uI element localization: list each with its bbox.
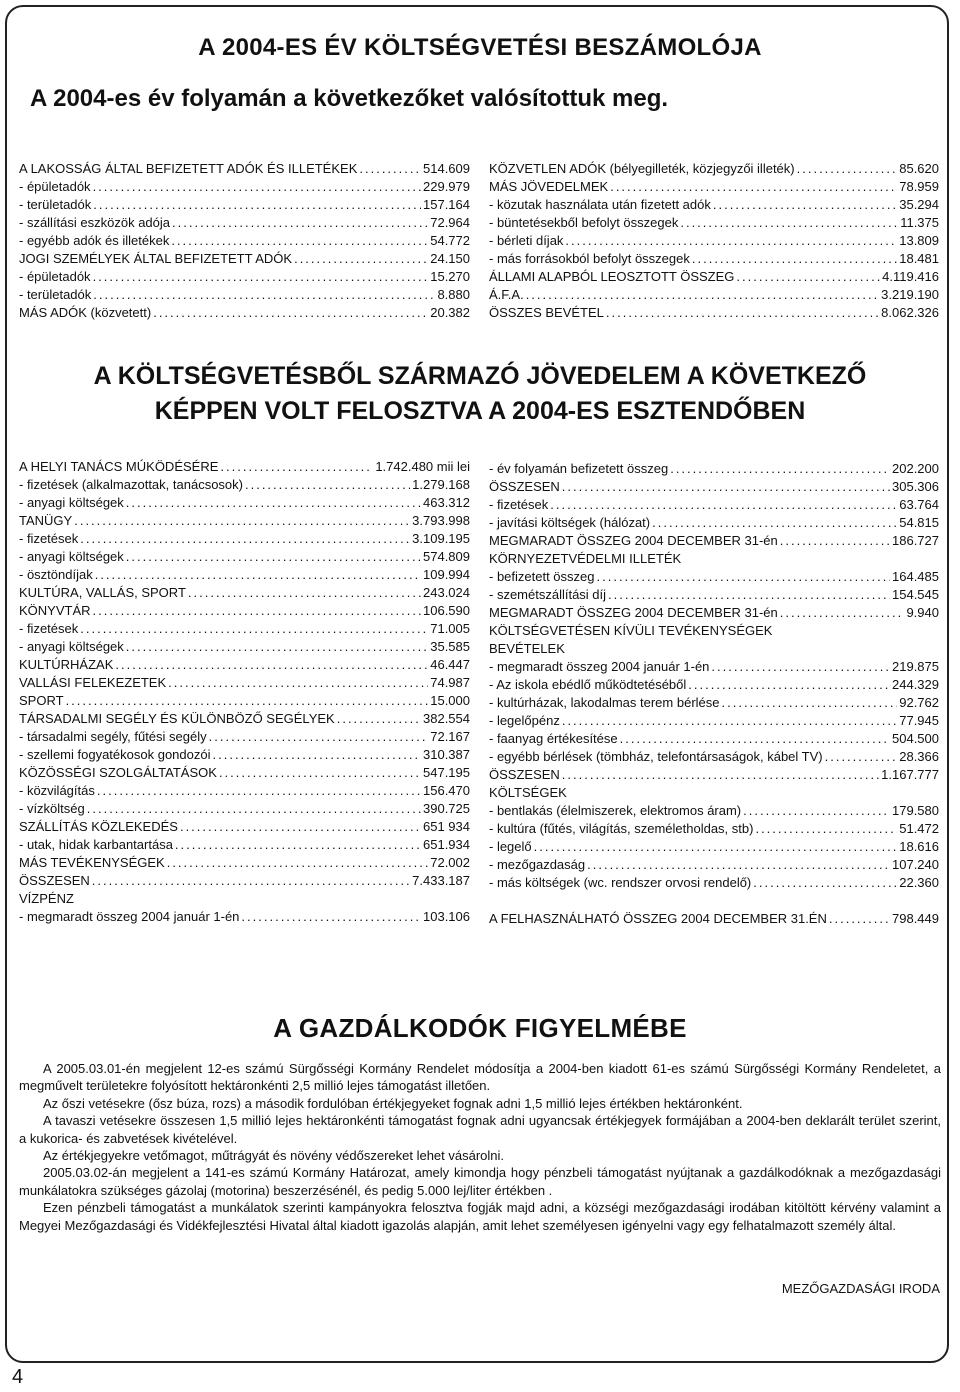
list-item <box>19 286 470 304</box>
item-value: 72.964 <box>430 215 470 230</box>
list-item <box>19 178 470 196</box>
item-label: - legelőpénz <box>489 713 560 728</box>
item-value: 18.616 <box>899 839 939 854</box>
list-item <box>19 692 470 710</box>
list-item <box>19 566 470 584</box>
item-value: 85.620 <box>899 161 939 176</box>
item-value: 157.164 <box>423 197 470 212</box>
item-value: 547.195 <box>423 765 470 780</box>
item-label: - megmaradt összeg 2004 január 1-én <box>489 659 710 674</box>
signature: MEZŐGAZDASÁGI IRODA <box>781 1281 940 1296</box>
item-label: KÖLTSÉGVETÉSEN KÍVÜLI TEVÉKENYSÉGEK <box>489 623 773 638</box>
dot-leader <box>587 856 890 874</box>
list-item <box>489 838 939 856</box>
item-value: 154.545 <box>892 587 939 602</box>
list-item <box>19 674 470 692</box>
dot-leader <box>562 712 897 730</box>
notice-paragraph: A tavaszi vetésekre összesen 1,5 millió lejes hektáronkénti támogatást fognak adni ugyancsak értékjegyek formájában a 2004-ben deklarált terület szerint, a kukorica- és zabvetések kivételével. <box>19 1113 941 1146</box>
item-label: - Az iskola ebédlő működtetéséből <box>489 677 687 692</box>
list-item <box>489 304 939 322</box>
item-value: 514.609 <box>423 161 470 176</box>
section-heading-line2: KÉPPEN VOLT FELOSZTVA A 2004-ES ESZTENDŐBEN <box>154 397 806 425</box>
dot-leader <box>608 586 890 604</box>
notice-paragraph: Az őszi vetésekre (ősz búza, rozs) a második fordulóban értékjegyeket fognak adni 1,5 millió lejes értékben hektáronként. <box>43 1095 743 1111</box>
list-item <box>489 802 939 820</box>
page-title: A 2004-ES ÉV KÖLTSÉGVETÉSI BESZÁMOLÓJA <box>198 34 762 61</box>
dot-leader <box>241 908 421 926</box>
dot-leader <box>175 836 421 854</box>
item-label: - szemétszállítási díj <box>489 587 607 602</box>
list-item <box>19 512 470 530</box>
item-label: - javítási költségek (hálózat) <box>489 515 651 530</box>
list-item <box>489 820 939 838</box>
item-value: 106.590 <box>423 603 470 618</box>
list-item <box>489 550 939 568</box>
dot-leader <box>294 250 428 268</box>
list-item <box>19 458 470 476</box>
list-item <box>19 818 470 836</box>
item-value: 156.470 <box>423 783 470 798</box>
item-label: - ösztöndíjak <box>19 567 93 582</box>
dot-leader <box>93 268 429 286</box>
list-item <box>19 160 470 178</box>
list-item <box>489 568 939 586</box>
item-label: - kultúra (fűtés, világítás, személetholdas, stb) <box>489 821 754 836</box>
dot-leader <box>97 782 421 800</box>
list-item <box>489 676 939 694</box>
dot-leader <box>153 304 428 322</box>
dot-leader <box>167 854 429 872</box>
list-item <box>19 214 470 232</box>
dot-leader <box>93 286 435 304</box>
dot-leader <box>168 674 428 692</box>
item-value: 77.945 <box>899 713 939 728</box>
item-value: 651 934 <box>423 819 470 834</box>
dot-leader <box>610 178 897 196</box>
list-item <box>489 232 939 250</box>
list-item <box>489 250 939 268</box>
item-value: 243.024 <box>423 585 470 600</box>
dot-leader <box>755 820 897 838</box>
item-label: MEGMARADT ÖSSZEG 2004 DECEMBER 31-én <box>489 605 778 620</box>
item-value: 63.764 <box>899 497 939 512</box>
dot-leader <box>692 250 897 268</box>
dot-leader <box>219 764 421 782</box>
item-label: - anyagi költségek <box>19 549 124 564</box>
list-item <box>489 604 939 622</box>
list-item <box>489 196 939 214</box>
list-item <box>19 764 470 782</box>
dot-leader <box>565 232 897 250</box>
dot-leader <box>126 548 421 566</box>
item-value: 9.940 <box>906 605 939 620</box>
page-subtitle: A 2004-es év folyamán a következőket valósítottuk meg. <box>30 85 669 112</box>
dot-leader <box>188 584 421 602</box>
dot-leader <box>80 620 428 638</box>
list-item <box>489 586 939 604</box>
dot-leader <box>209 728 429 746</box>
dot-leader <box>743 802 890 820</box>
list-item <box>489 712 939 730</box>
dot-leader <box>80 530 410 548</box>
dot-leader <box>711 658 890 676</box>
list-item <box>19 250 470 268</box>
item-label: SPORT <box>19 693 64 708</box>
item-label: - kultúrházak, lakodalmas terem bérlése <box>489 695 720 710</box>
item-value: 1.742.480 mii lei <box>375 459 470 474</box>
item-label: - épületadók <box>19 179 91 194</box>
item-label: - szellemi fogyatékosok gondozói <box>19 747 211 762</box>
item-value: 3.793.998 <box>412 513 470 528</box>
list-item <box>489 214 939 232</box>
item-label: - egyébb adók és illetékek <box>19 233 170 248</box>
notice-paragraph: Az értékjegyekre vetőmagot, műtrágyát és növény védőszereket lehet vásárolni. <box>43 1148 505 1164</box>
item-value: 107.240 <box>892 857 939 872</box>
item-label: - büntetésekből befolyt összegek <box>489 215 679 230</box>
item-label: MÁS JÖVEDELMEK <box>489 179 609 194</box>
item-value: 244.329 <box>892 677 939 692</box>
list-item <box>489 766 939 784</box>
item-label: MÁS ADÓK (közvetett) <box>19 305 152 320</box>
list-item <box>19 268 470 286</box>
item-value: 179.580 <box>892 803 939 818</box>
list-item <box>19 304 470 322</box>
item-value: 15.000 <box>430 693 470 708</box>
item-label: A LAKOSSÁG ÁLTAL BEFIZETETT ADÓK ÉS ILLETÉKEK <box>19 161 358 176</box>
item-value: 35.585 <box>430 639 470 654</box>
list-item <box>19 620 470 638</box>
dot-leader <box>562 478 890 496</box>
item-value: 51.472 <box>899 821 939 836</box>
item-label: TANÜGY <box>19 513 73 528</box>
dot-leader <box>688 676 890 694</box>
item-label: KÖNYVTÁR <box>19 603 91 618</box>
item-value: 13.809 <box>899 233 939 248</box>
dot-leader <box>620 730 890 748</box>
list-item <box>489 460 939 478</box>
item-value: 71.005 <box>430 621 470 636</box>
item-value: 103.106 <box>423 909 470 924</box>
item-label: Á.F.A. <box>489 287 524 302</box>
item-label: - utak, hidak karbantartása <box>19 837 173 852</box>
dot-leader <box>180 818 421 836</box>
item-label: SZÁLLÍTÁS KÖZLEKEDÉS <box>19 819 178 834</box>
list-item <box>489 640 939 658</box>
list-item <box>489 856 939 874</box>
list-item <box>19 872 470 890</box>
dot-leader <box>115 656 428 674</box>
notice-heading: A GAZDÁLKODÓK FIGYELMÉBE <box>273 1013 687 1043</box>
list-item <box>489 784 939 802</box>
item-value: 310.387 <box>423 747 470 762</box>
item-value: 35.294 <box>899 197 939 212</box>
item-value: 54.772 <box>430 233 470 248</box>
item-value: 504.500 <box>892 731 939 746</box>
item-label: - társadalmi segély, fűtési segély <box>19 729 207 744</box>
list-item <box>489 286 939 304</box>
item-label: - közutak használata után fizetett adók <box>489 197 711 212</box>
dot-leader <box>93 178 421 196</box>
list-item <box>19 232 470 250</box>
dot-leader <box>92 872 410 890</box>
item-label: ÖSSZESEN <box>489 767 560 782</box>
item-label: KULTÚRHÁZAK <box>19 657 114 672</box>
dot-leader <box>722 694 898 712</box>
list-item <box>19 530 470 548</box>
item-label: - legelő <box>489 839 532 854</box>
item-value: 4.119.416 <box>882 269 939 284</box>
dot-leader <box>562 766 879 784</box>
item-value: 305.306 <box>892 479 939 494</box>
item-value: 74.987 <box>430 675 470 690</box>
item-label: - anyagi költségek <box>19 495 124 510</box>
item-label: KÖZVETLEN ADÓK (bélyegilleték, közjegyzői illeték) <box>489 161 795 176</box>
item-label: JOGI SZEMÉLYEK ÁLTAL BEFIZETETT ADÓK <box>19 251 293 266</box>
item-value: 72.002 <box>430 855 470 870</box>
list-item <box>489 892 939 910</box>
item-value: 72.167 <box>430 729 470 744</box>
item-label: KÖLTSÉGEK <box>489 785 567 800</box>
item-label: - év folyamán befizetett összeg <box>489 461 669 476</box>
dot-leader <box>213 746 422 764</box>
notice-paragraph: Ezen pénzbeli támogatást a munkálatok szerinti kampányokra felosztva fogják majd adni, a községi mezőgazdasági irodában kitöltött kérvény valamint a Megyei Mezőgazdasági és Vidékfejlesztési Hivatal által kiadott igazolás alapján, amit lehet személyesen igényelni vagy egy felhatalmazott személy által. <box>19 1200 941 1233</box>
list-item <box>19 746 470 764</box>
item-label: ÖSSZES BEVÉTEL <box>489 305 604 320</box>
item-label: - befizetett összeg <box>489 569 595 584</box>
dot-leader <box>337 710 421 728</box>
dot-leader <box>66 692 429 710</box>
item-value: 22.360 <box>899 875 939 890</box>
item-value: 15.270 <box>430 269 470 284</box>
list-item <box>19 584 470 602</box>
spending-list-left <box>19 458 470 926</box>
dot-leader <box>825 748 898 766</box>
list-item <box>19 890 470 908</box>
item-value: 8.062.326 <box>881 305 939 320</box>
dot-leader <box>780 604 905 622</box>
item-value: 92.762 <box>899 695 939 710</box>
dot-leader <box>126 494 421 512</box>
item-label: - szállítási eszközök adója <box>19 215 171 230</box>
list-item <box>489 514 939 532</box>
item-value: 382.554 <box>423 711 470 726</box>
item-value: 1.279.168 <box>412 477 470 492</box>
list-item <box>489 496 939 514</box>
list-item <box>19 196 470 214</box>
dot-leader <box>74 512 410 530</box>
list-item <box>19 800 470 818</box>
item-value: 651.934 <box>423 837 470 852</box>
item-value: 390.725 <box>423 801 470 816</box>
item-label: ÖSSZESEN <box>19 873 90 888</box>
dot-leader <box>597 568 891 586</box>
dot-leader <box>359 160 421 178</box>
list-item <box>489 748 939 766</box>
item-label: - közvilágítás <box>19 783 95 798</box>
dot-leader <box>606 304 879 322</box>
item-label: ÖSSZESEN <box>489 479 560 494</box>
dot-leader <box>93 196 421 214</box>
dot-leader <box>680 214 898 232</box>
item-label: - anyagi költségek <box>19 639 124 654</box>
item-value: 46.447 <box>430 657 470 672</box>
notice-body <box>19 1060 941 1234</box>
list-item <box>489 160 939 178</box>
item-label: ÁLLAMI ALAPBÓL LEOSZTOTT ÖSSZEG <box>489 269 735 284</box>
item-value: 28.366 <box>899 749 939 764</box>
list-item <box>489 622 939 640</box>
dot-leader <box>534 838 898 856</box>
item-label: A FELHASZNÁLHATÓ ÖSSZEG 2004 DECEMBER 31.ÉN <box>489 911 827 926</box>
item-value: 109.994 <box>423 567 470 582</box>
item-value: 8.880 <box>437 287 470 302</box>
list-item <box>19 710 470 728</box>
item-label: - területadók <box>19 287 92 302</box>
list-item <box>19 656 470 674</box>
item-label: - más forrásokból befolyt összegek <box>489 251 690 266</box>
item-label: - mezőgazdaság <box>489 857 586 872</box>
dot-leader <box>652 514 897 532</box>
dot-leader <box>753 874 897 892</box>
item-label: BEVÉTELEK <box>489 641 565 656</box>
dot-leader <box>93 602 421 620</box>
tax-income-list-right <box>489 160 939 322</box>
list-item <box>19 476 470 494</box>
item-value: 164.485 <box>892 569 939 584</box>
dot-leader <box>829 910 890 928</box>
page-number: 4 <box>12 1366 24 1388</box>
list-item <box>19 782 470 800</box>
dot-leader <box>797 160 898 178</box>
item-label: MÁS TEVÉKENYSÉGEK <box>19 855 165 870</box>
item-label: - más költségek (wc. rendszer orvosi rendelő) <box>489 875 752 890</box>
item-value: 3.219.190 <box>881 287 939 302</box>
item-label: - épületadók <box>19 269 91 284</box>
list-item <box>489 178 939 196</box>
item-value: 229.979 <box>423 179 470 194</box>
dot-leader <box>126 638 428 656</box>
list-item <box>489 532 939 550</box>
dot-leader <box>220 458 373 476</box>
list-item <box>19 494 470 512</box>
item-label: - fizetések <box>489 497 549 512</box>
item-label: - faanyag értékesítése <box>489 731 618 746</box>
dot-leader <box>245 476 410 494</box>
item-label: - fizetések (alkalmazottak, tanácsosok) <box>19 477 243 492</box>
item-value: 24.150 <box>430 251 470 266</box>
notice-paragraph: A 2005.03.01-én megjelent 12-es számú Sürgősségi Kormány Rendelet módosítja a 2004-ben kiadott 61-es számú Sürgősségi Kormány Rendeletet, a megművelt területekre folyósított hektáronkénti 2,5 millió lejes támogatást illetően. <box>19 1061 941 1094</box>
item-value: 574.809 <box>423 549 470 564</box>
item-label: - egyébb bérlések (tömbház, telefontársaságok, kábel TV) <box>489 749 823 764</box>
list-item <box>489 910 939 928</box>
item-value: 798.449 <box>892 911 939 926</box>
item-label: - megmaradt összeg 2004 január 1-én <box>19 909 240 924</box>
item-value: 18.481 <box>899 251 939 266</box>
item-label: KÖZÖSSÉGI SZOLGÁLTATÁSOK <box>19 765 217 780</box>
list-item <box>489 478 939 496</box>
tax-income-list-left <box>19 160 470 322</box>
item-value: 11.375 <box>900 215 939 230</box>
item-value: 54.815 <box>899 515 939 530</box>
list-item <box>19 908 470 926</box>
dot-leader <box>172 214 428 232</box>
list-item <box>19 836 470 854</box>
list-item <box>19 638 470 656</box>
list-item <box>489 694 939 712</box>
list-item <box>489 730 939 748</box>
item-label: - vízköltség <box>19 801 85 816</box>
item-value: 20.382 <box>430 305 470 320</box>
list-item <box>19 854 470 872</box>
dot-leader <box>87 800 421 818</box>
item-value: 1.167.777 <box>881 767 939 782</box>
item-label: - területadók <box>19 197 92 212</box>
item-value: 463.312 <box>423 495 470 510</box>
section-heading-line1: A KÖLTSÉGVETÉSBŐL SZÁRMAZÓ JÖVEDELEM A KÖVETKEZŐ <box>93 362 867 390</box>
item-label: VÍZPÉNZ <box>19 891 74 906</box>
dot-leader <box>171 232 428 250</box>
item-label: - fizetések <box>19 531 79 546</box>
dot-leader <box>780 532 890 550</box>
list-item <box>489 658 939 676</box>
spending-list-right <box>489 460 939 928</box>
dot-leader <box>736 268 880 286</box>
item-label: A HELYI TANÁCS MÚKÖDÉSÉRE <box>19 459 219 474</box>
notice-paragraph: 2005.03.02-án megjelent a 141-es számú Kormány Határozat, amely kimondja hogy pénzbeli támogatást nyújtanak a gazdálkodóknak a mezőgazdasági munkálatokra szükséges gázolaj (motorina) beszerzésénél, és pedig 5.000 lej/liter értékben . <box>19 1165 941 1198</box>
list-item <box>19 728 470 746</box>
item-value: 78.959 <box>899 179 939 194</box>
dot-leader <box>713 196 897 214</box>
item-value: 202.200 <box>892 461 939 476</box>
dot-leader <box>526 286 879 304</box>
item-label: KÖRNYEZETVÉDELMI ILLETÉK <box>489 551 682 566</box>
item-value: 186.727 <box>892 533 939 548</box>
list-item <box>19 548 470 566</box>
list-item <box>489 268 939 286</box>
list-item <box>19 602 470 620</box>
dot-leader <box>95 566 421 584</box>
item-label: TÁRSADALMI SEGÉLY ÉS KÜLÖNBÖZŐ SEGÉLYEK <box>19 711 335 726</box>
item-label: - bérleti díjak <box>489 233 564 248</box>
dot-leader <box>670 460 890 478</box>
item-label: - bentlakás (élelmiszerek, elektromos áram) <box>489 803 742 818</box>
item-label: MEGMARADT ÖSSZEG 2004 DECEMBER 31-én <box>489 533 778 548</box>
item-value: 7.433.187 <box>412 873 470 888</box>
item-value: 3.109.195 <box>412 531 470 546</box>
list-item <box>489 874 939 892</box>
item-label: VALLÁSI FELEKEZETEK <box>19 675 167 690</box>
item-value: 219.875 <box>892 659 939 674</box>
item-label: KULTÚRA, VALLÁS, SPORT <box>19 585 186 600</box>
dot-leader <box>550 496 897 514</box>
item-label: - fizetések <box>19 621 79 636</box>
